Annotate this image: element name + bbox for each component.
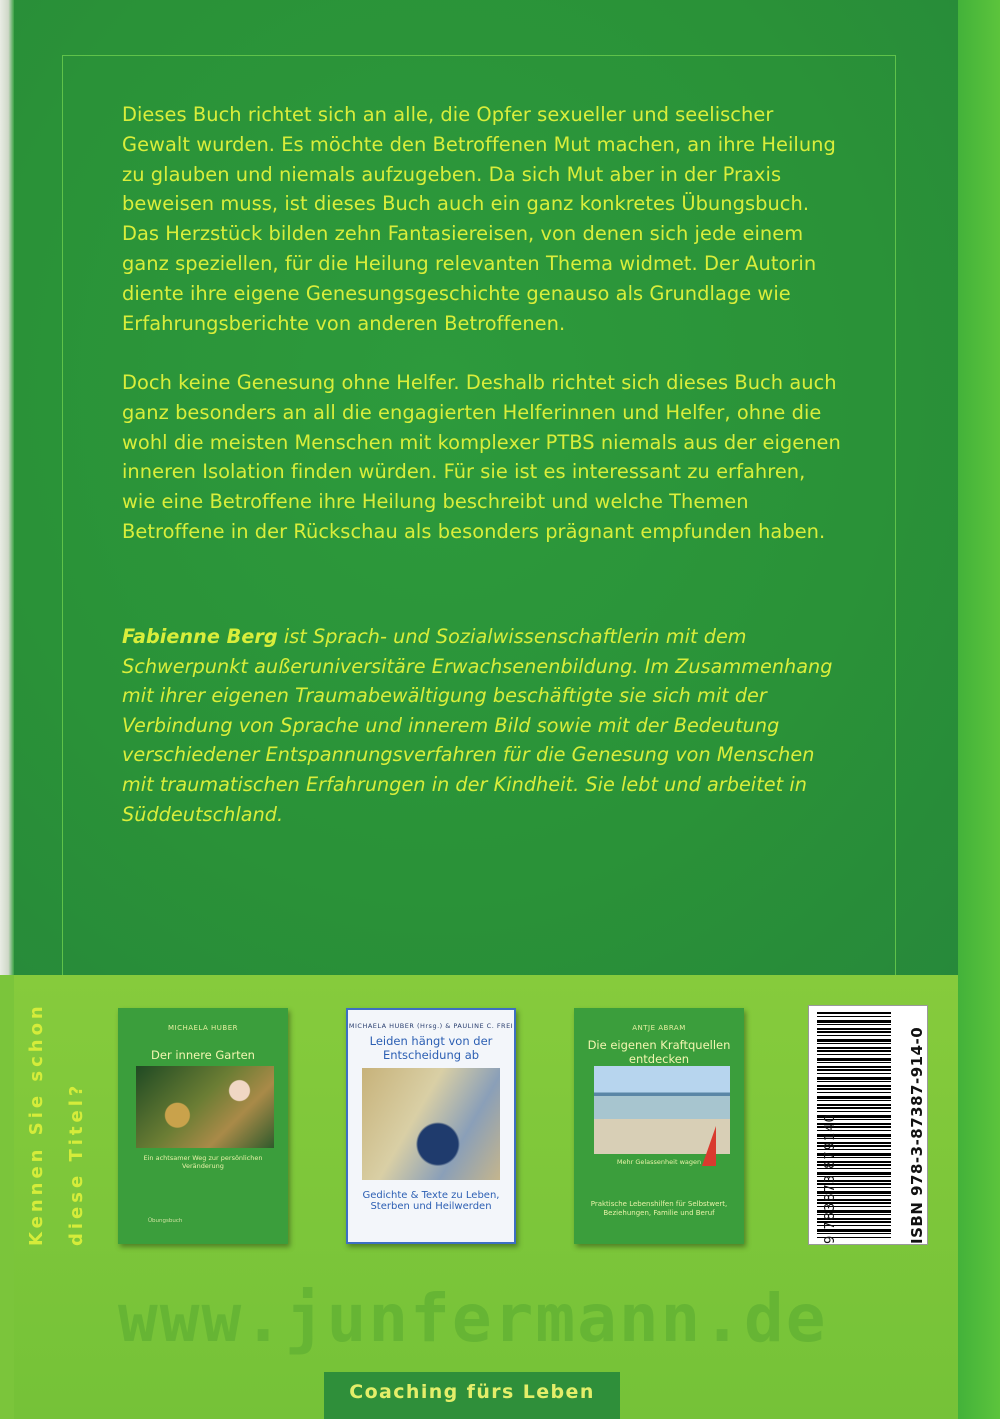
book-subtitle: Praktische Lebenshilfen für Selbstwert, Beziehungen, Familie und Beruf <box>590 1200 728 1217</box>
book-title: Der innere Garten <box>151 1048 255 1062</box>
publisher-slogan: Coaching fürs Leben <box>349 1381 595 1403</box>
book-author: MICHAELA HUBER <box>167 1024 239 1032</box>
cover-image <box>136 1066 274 1148</box>
book-cover-kraftquellen <box>574 1008 744 1244</box>
book-imprint: Übungsbuch <box>148 1218 183 1224</box>
cover-image <box>594 1066 730 1154</box>
publisher-website: www.junfermann.de <box>118 1280 828 1357</box>
book-author: MICHAELA HUBER (Hrsg.) & PAULINE C. FREI <box>348 1022 514 1030</box>
book-cover-leiden-haengt <box>346 1008 516 1244</box>
cover-image <box>362 1068 500 1180</box>
book-subtitle: Gedichte & Texte zu Leben, Sterben und Heilwerden <box>362 1190 500 1212</box>
description-paragraph-1: Dieses Buch richtet sich an alle, die Opfer sexueller und seelischer Gewalt wurden. Es möchte den Betroffenen Mut machen, an ihre Heilung zu glauben und niemals aufzugeben. Da sich Mut aber in der Praxis beweisen muss, ist dieses Buch auch ein ganz konkretes Übungsbuch. Das Herzstück bilden zehn Fantasiereisen, von denen sich jede einem ganz speziellen, für die Heilung relevanten Thema widmet. Der Autorin diente ihre eigene Genesungsgeschichte genauso als Grundlage wie Erfahrungsberichte von anderen Betroffenen. <box>122 103 836 335</box>
book-cover-der-innere-garten <box>118 1008 288 1244</box>
book-tagline: Mehr Gelassenheit wagen <box>616 1158 702 1166</box>
promo-label-line-2: diese Titel? <box>66 1081 87 1246</box>
isbn-number: ISBN 978-3-87387-914-0 <box>908 1026 926 1244</box>
book-title: Leiden hängt von der Entscheidung ab <box>369 1034 493 1062</box>
book-title: Die eigenen Kraftquellen entdecken <box>587 1038 731 1066</box>
description-paragraph-2: Doch keine Genesung ohne Helfer. Deshalb richtet sich dieses Buch auch ganz besonders an all die engagierten Helferinnen und Helfer, ohne die wohl die meisten Menschen mit komplexer PTBS niemals aus der eigenen inneren Isolation finden würden. Für sie ist es interessant zu erfahren, wie eine Betroffene ihre Heilung beschreibt und welche Themen Betroffene in der Rückschau als besonders prägnant empfunden haben. <box>122 371 841 543</box>
promo-label-line-1: Kennen Sie schon <box>26 1002 47 1246</box>
book-subtitle: Ein achtsamer Weg zur persönlichen Veränderung <box>143 1154 263 1170</box>
barcode-digits: 9 783873 879140 <box>823 1113 838 1244</box>
book-author: ANTJE ABRAM <box>632 1024 686 1032</box>
slogan-box <box>324 1372 620 1419</box>
right-edge <box>958 0 1000 1419</box>
author-bio-text: ist Sprach- und Sozialwissenschaftlerin mit dem Schwerpunkt außeruniversitäre Erwachsenenbildung. Im Zusammenhang mit ihrer eigenen Traumabewältigung beschäftigte sie sich mit der Verbindung von Sprache und innerem Bild sowie mit der Bedeutung verschiedener Entspannungsverfahren für die Genesung von Menschen mit traumatischen Erfahrungen in der Kindheit. Sie lebt und arbeitet in Süddeutschland. <box>122 625 833 826</box>
author-bio <box>122 622 842 829</box>
author-name: Fabienne Berg <box>122 625 278 648</box>
